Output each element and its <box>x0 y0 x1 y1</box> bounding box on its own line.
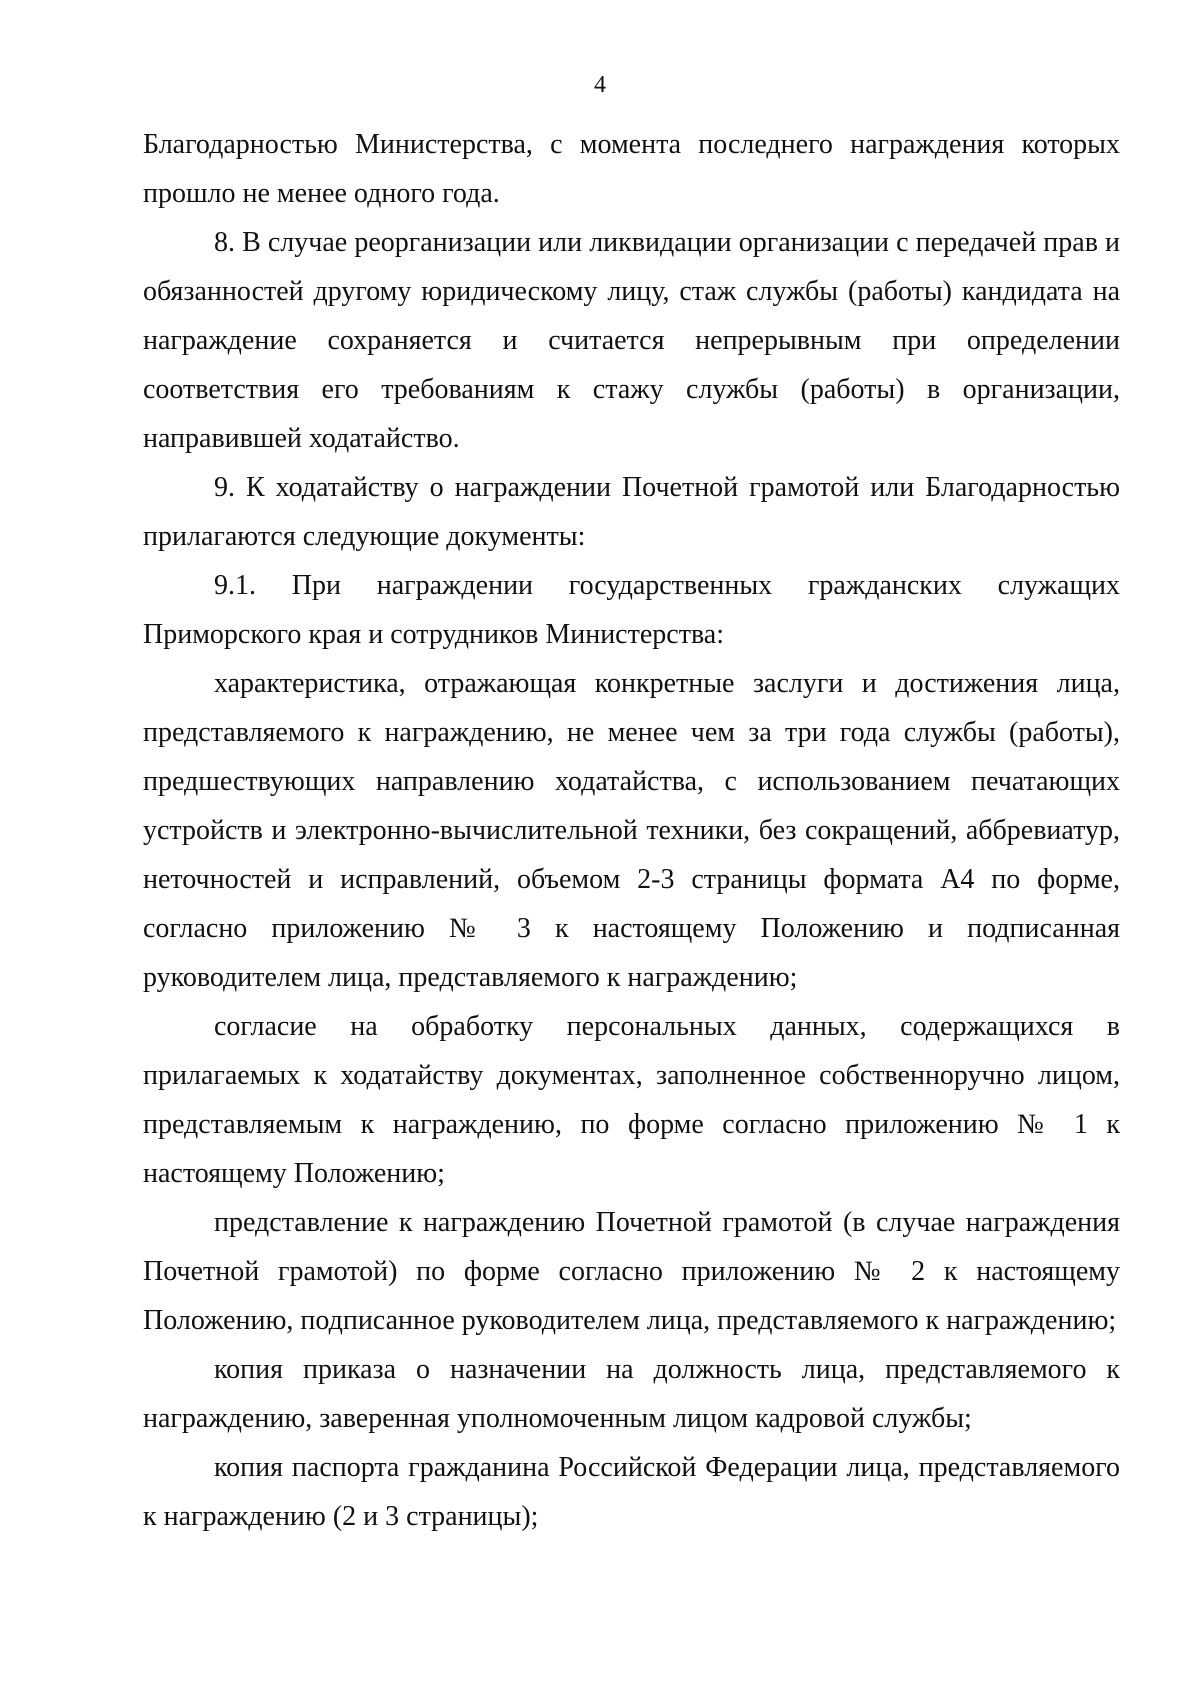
paragraph-representation: представление к награждению Почетной грамотой (в случае награждения Почетной грамотой) по форме согласно приложению № 2 к настоящему Положению, подписанное руководителем лица, представляемого к награждению; <box>143 1207 1120 1336</box>
paragraph-item-9-1: 9.1. При награждении государственных гражданских служащих Приморского края и сотрудников Министерства: <box>143 570 1120 650</box>
paragraph-order-copy: копия приказа о назначении на должность лица, представляемого к награждению, заверенная уполномоченным лицом кадровой службы; <box>143 1354 1120 1434</box>
paragraph-continuation: Благодарностью Министерства, с момента последнего награждения которых прошло не менее одного года. <box>143 129 1120 209</box>
paragraph-characteristic: характеристика, отражающая конкретные заслуги и достижения лица, представляемого к награждению, не менее чем за три года службы (работы), предшествующих направлению ходатайства, с использованием печатающих устройств и электронно-вычислительной техники, без сокращений, аббревиатур, неточностей и исправлений, объемом 2-3 страницы формата А4 по форме, согласно приложению № 3 к настоящему Положению и подписанная руководителем лица, представляемого к награждению; <box>143 668 1120 993</box>
paragraph-passport-copy: копия паспорта гражданина Российской Федерации лица, представляемого к награждению (2 и 3 страницы); <box>143 1452 1120 1532</box>
document-body <box>143 120 1120 1541</box>
page-number: 4 <box>594 72 606 98</box>
paragraph-item-8: 8. В случае реорганизации или ликвидации организации с передачей прав и обязанностей другому юридическому лицу, стаж службы (работы) кандидата на награждение сохраняется и считается непрерывным при определении соответствия его требованиям к стажу службы (работы) в организации, направившей ходатайство. <box>143 227 1120 454</box>
paragraph-item-9: 9. К ходатайству о награждении Почетной грамотой или Благодарностью прилагаются следующие документы: <box>143 472 1120 552</box>
paragraph-consent: согласие на обработку персональных данных, содержащихся в прилагаемых к ходатайству документах, заполненное собственноручно лицом, представляемым к награждению, по форме согласно приложению № 1 к настоящему Положению; <box>143 1011 1120 1189</box>
